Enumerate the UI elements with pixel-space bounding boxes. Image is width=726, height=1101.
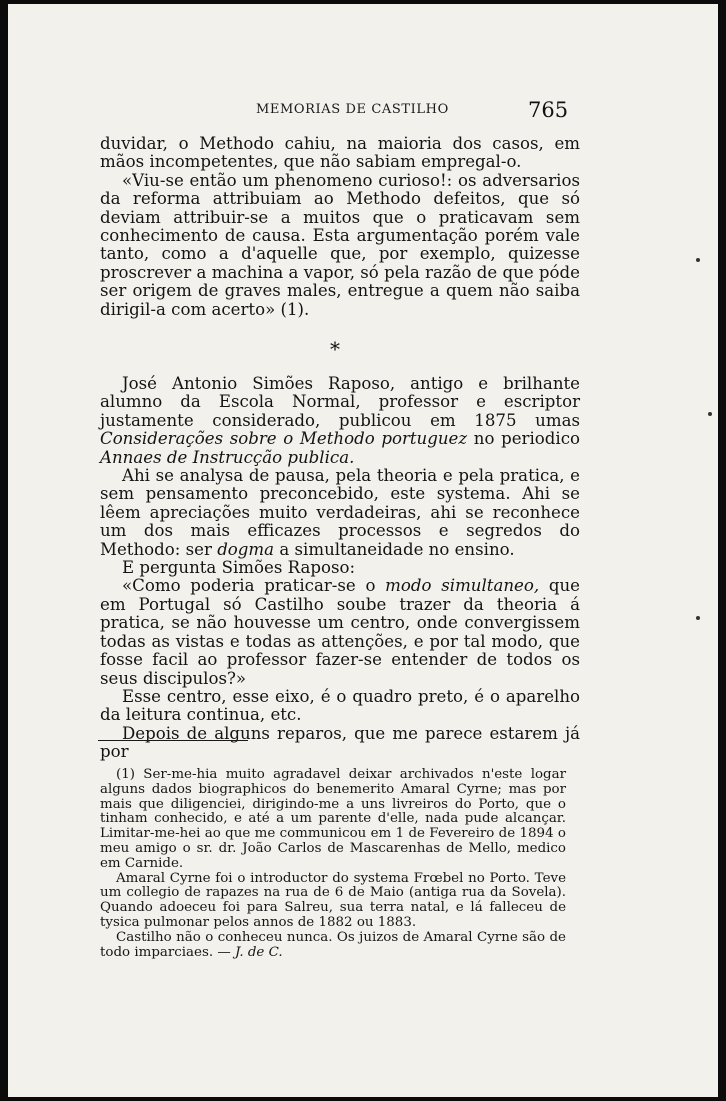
body-section-1 <box>100 135 580 319</box>
italic-term: modo simultaneo, <box>385 576 540 596</box>
footnotes <box>100 768 566 960</box>
text-run: no periodico <box>467 429 580 449</box>
text-run: «Como poderia praticar-se o <box>122 576 386 596</box>
footnote-paragraph: (1) Ser-me-hia muito agradavel deixar archivados n'este logar alguns dados biographicos do benemerito Amaral Cyrne; mas por mais que diligenciei, dirigindo-me a uns livreiros do Porto, que o tinham conhecido, e até a um parente d'elle, nada pude alcançar. Limitar-me-hei ao que me communicou em 1 de Fevereiro de 1894 o meu amigo o sr. dr. João Carlos de Mascarenhas de Mello, medico em Carnide. <box>100 767 566 871</box>
text-run: que em Portugal só Castilho soube trazer da theoria á pratica, se não houvesse um centro, onde convergissem todas as vistas e todas as attenções, e por tal modo, que fosse facil ao professor fazer-se entender de todos os seus discipulos?» <box>100 576 581 688</box>
paragraph: Esse centro, esse eixo, é o quadro preto, é o aparelho da leitura continua, etc. <box>100 686 580 725</box>
footnote-signature: J. de C. <box>235 944 283 960</box>
running-title: MEMORIAS DE CASTILHO <box>256 102 449 117</box>
paragraph: duvidar, o Methodo cahiu, na maioria dos casos, em mãos incompetentes, que não sabiam empregal-o. <box>100 134 580 172</box>
text-run: Castilho não o conheceu nunca. Os juizos de Amaral Cyrne são de todo imparciaes. — <box>100 929 566 960</box>
text-run: a simultaneidade no ensino. <box>274 539 515 559</box>
italic-term: dogma <box>217 539 275 559</box>
section-separator-asterisk: * <box>330 337 340 361</box>
paragraph: Depois de alguns reparos, que me parece estarem já por <box>100 723 580 762</box>
page-number: 765 <box>528 98 569 122</box>
paragraph: E pergunta Simões Raposo: <box>122 558 356 578</box>
paragraph <box>100 577 580 687</box>
italic-title: Annaes de Instrucção publica. <box>100 447 355 467</box>
scan-speck <box>696 258 700 262</box>
paragraph <box>100 467 580 559</box>
text-run: Ahi se analysa de pausa, pela theoria e pela pratica, e sem pensamento preconcebido, este systema. Ahi se lêem apreciações muito verdadeiras, ahi se reconhece um dos mais efficazes processos e segredos do Methodo: ser <box>100 466 580 559</box>
page-header <box>8 98 718 128</box>
body-section-2 <box>100 375 580 762</box>
scan-speck <box>696 616 700 620</box>
text-run: José Antonio Simões Raposo, antigo e brilhante alumno da Escola Normal, professor e escriptor justamente considerado, publicou em 1875 umas <box>100 374 580 430</box>
italic-title: Considerações sobre o Methodo portuguez <box>100 429 468 449</box>
footnote-paragraph: Amaral Cyrne foi o introductor do systema Frœbel no Porto. Teve um collegio de rapazes na rua de 6 de Maio (antiga rua da Sovela). Quando adoeceu foi para Salreu, sua terra natal, e lá falleceu de tysica pulmonar pelos annos de 1882 ou 1883. <box>100 870 566 930</box>
book-page <box>8 4 718 1097</box>
paragraph <box>100 375 580 467</box>
paragraph: «Viu-se então um phenomeno curioso!: os adversarios da reforma attribuiam ao Methodo defeitos, que só deviam attribuir-se a muitos que o praticavam sem conhecimento de causa. Esta argumentação porém vale tanto, como a d'aquelle que, por exemplo, quizesse proscrever a machina a vapor, só pela razão de que póde ser origem de graves males, entregue a quem não saiba dirigil-a com acerto» (1). <box>100 170 580 319</box>
footnote-paragraph <box>100 931 566 961</box>
footnote-rule <box>98 740 248 741</box>
scan-speck <box>708 412 712 416</box>
